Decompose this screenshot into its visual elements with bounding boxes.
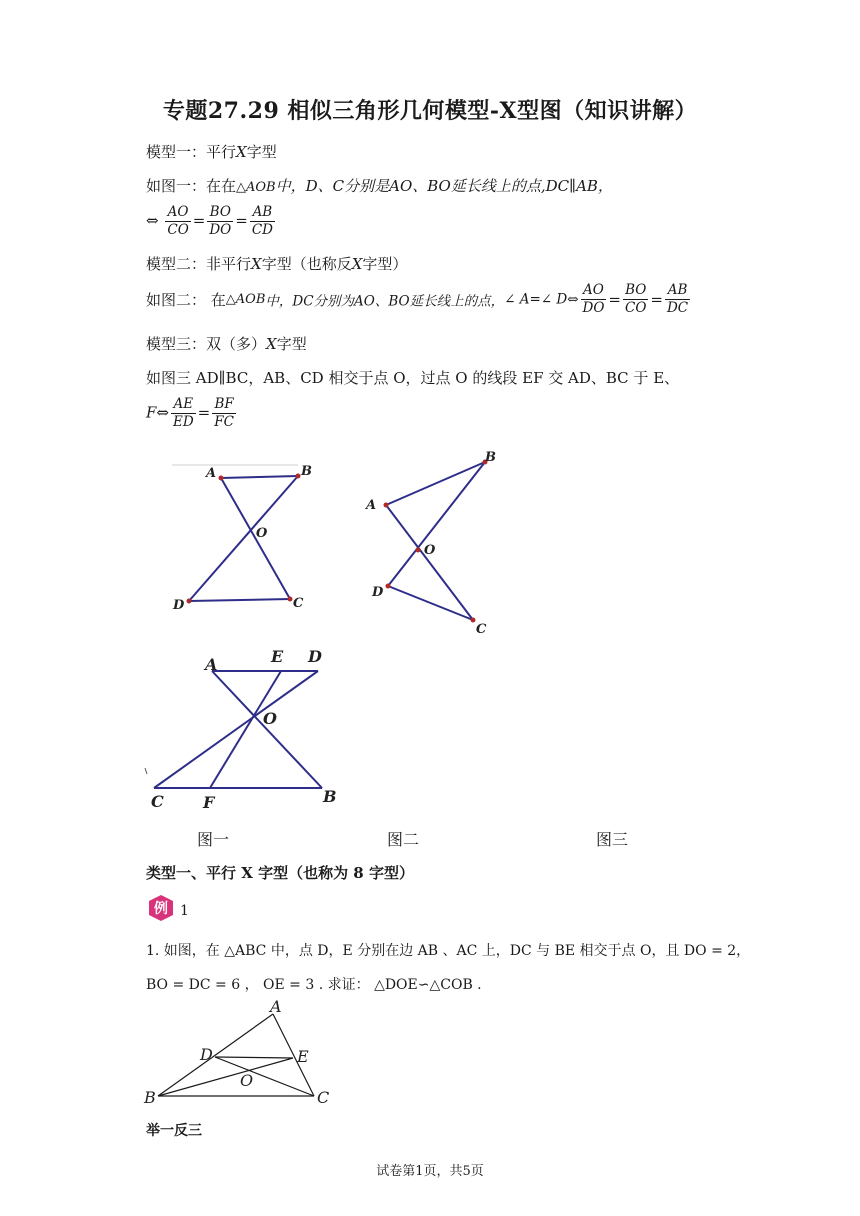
- model3-description: 如图三 AD∥BC，AB、CD 相交于点 O，过点 O 的线段 EF 交 AD、BC 于 E、: [146, 369, 680, 387]
- figure-2-point-A: [384, 503, 389, 508]
- problem-label-E: E: [297, 1047, 309, 1066]
- section-heading-type1: 类型一、平行 X 字型（也称为 8 字型）: [146, 864, 414, 882]
- figure-3-edge-tick: [145, 768, 147, 774]
- figure-3-label-F: F: [203, 793, 215, 812]
- figure-2-label-C: C: [476, 622, 487, 637]
- figure-3-segment-EF: [210, 671, 281, 788]
- equals-sign: =: [235, 211, 248, 230]
- model3-formula: [146, 396, 238, 431]
- problem-label-O: O: [240, 1071, 254, 1090]
- model2-desc-mid: 中，DC分别为AO、BO延长线上的点，: [265, 293, 505, 310]
- model2-desc-angle: ∠ A=∠ D⇔: [504, 291, 579, 308]
- model2-description: [146, 282, 692, 317]
- problem-label-D: D: [200, 1045, 213, 1064]
- model2-heading: [146, 253, 407, 274]
- figure-1-segment-AB: [221, 476, 298, 478]
- model3-fraction-1: $\frac{AE}{ED}$: [172, 396, 194, 430]
- model1-fraction-1: $\frac{AO}{CO}$: [167, 204, 189, 238]
- figure-1-point-D: [187, 599, 192, 604]
- figure-1-segment-BD: [189, 476, 298, 601]
- model1-desc-mid: 中，D、C分别是AO、BO延长线上的点,: [275, 177, 546, 195]
- problem-label-A: A: [270, 1000, 282, 1016]
- caption-figure-3: 图三: [596, 830, 629, 849]
- model1-desc-triangle: △AOB: [236, 180, 276, 195]
- figure-3-label-O: O: [263, 709, 277, 728]
- model3-heading: [146, 333, 307, 354]
- figure-1-point-A: [219, 476, 224, 481]
- model2-fraction-3: $\frac{AB}{DC}$: [666, 282, 689, 316]
- figure-2-segment-BD: [388, 462, 485, 586]
- model3-formula-prefix: F⇔: [146, 403, 169, 422]
- page-footer: 试卷第1页，共5页: [376, 1164, 484, 1179]
- model1-desc-prefix: 如图一：在在: [146, 177, 237, 195]
- model2-desc-triangle: △AOB: [225, 291, 266, 307]
- model2-heading-prefix: 模型二：非平行: [146, 255, 252, 273]
- figure-2-label-D: D: [372, 585, 384, 600]
- equals-sign: =: [192, 211, 206, 230]
- equals-sign: =: [197, 403, 211, 422]
- figure-1-label-D: D: [173, 598, 185, 613]
- figure-2-label-B: B: [485, 450, 496, 465]
- model1-heading: [146, 141, 277, 162]
- problem-segment-BA: [158, 1014, 273, 1096]
- model3-heading-suffix: 字型: [276, 335, 307, 353]
- practice-heading: 举一反三: [146, 1123, 202, 1139]
- equals-sign: =: [650, 290, 663, 309]
- model1-heading-prefix: 模型一：平行: [146, 143, 237, 161]
- figure-3-label-C: C: [151, 792, 164, 811]
- figure-1-segment-DC: [189, 599, 290, 601]
- model2-fraction-1: $\frac{AO}{DO}$: [582, 282, 605, 316]
- figure-1-label-B: B: [301, 464, 312, 479]
- figure-1-label-A: A: [206, 466, 217, 481]
- model2-heading-x: X: [251, 255, 262, 273]
- figure-1-label-O: O: [256, 526, 268, 541]
- figure-1-point-B: [296, 474, 301, 479]
- model2-desc-prefix: 如图二： 在: [146, 290, 226, 309]
- model3-heading-x: X: [266, 335, 277, 353]
- example-number: 1: [180, 903, 189, 919]
- problem-line-2: BO = DC = 6 ， OE = 3 . 求证： △DOE∽△COB .: [146, 977, 482, 993]
- page-title: 专题27.29 相似三角形几何模型-X型图（知识讲解）: [162, 98, 698, 124]
- figure-2-point-C: [471, 618, 476, 623]
- figure-3-diagram: [142, 644, 352, 814]
- figure-3-label-A: A: [205, 655, 218, 674]
- model1-desc-parallel: DC∥AB，: [545, 177, 613, 195]
- problem-line-1: 1. 如图，在 △ABC 中，点 D，E 分别在边 AB 、AC 上，DC 与 BE 相交于点 O，且 DO = 2，: [146, 943, 751, 959]
- model2-heading-mid: 字型（也称反: [261, 255, 352, 273]
- figure-2-point-O: [416, 548, 421, 553]
- problem-diagram: [140, 1000, 340, 1110]
- problem-label-C: C: [317, 1088, 330, 1107]
- equals-sign: =: [608, 290, 621, 309]
- figure-2-label-O: O: [424, 543, 436, 558]
- problem-segment-BE: [158, 1058, 293, 1096]
- figure-3-label-D: D: [308, 647, 322, 666]
- figure-3-segment-DC: [154, 671, 318, 788]
- figure-2-diagram: [360, 444, 510, 640]
- figure-1-diagram: [168, 458, 318, 618]
- figure-2-point-D: [386, 584, 391, 589]
- figure-3-label-B: B: [323, 787, 337, 806]
- model1-fraction-2: $\frac{BO}{DO}$: [209, 204, 232, 238]
- figure-2-segment-AB: [386, 462, 485, 505]
- figure-2-label-A: A: [366, 498, 377, 513]
- figure-1-label-C: C: [293, 596, 304, 611]
- model1-formula: [146, 204, 277, 239]
- model1-iff-symbol: ⇔: [146, 211, 159, 230]
- figure-3-label-E: E: [271, 647, 284, 666]
- model2-heading-x2: X: [351, 255, 363, 273]
- model1-description: [146, 175, 613, 196]
- caption-figure-1: 图一: [197, 830, 230, 849]
- model1-fraction-3: $\frac{AB}{CD}$: [251, 204, 273, 238]
- model3-fraction-2: $\frac{BF}{FC}$: [214, 396, 234, 430]
- figure-3-segment-AB: [212, 671, 322, 788]
- example-badge-text: 例: [154, 901, 168, 917]
- model3-heading-prefix: 模型三：双（多）: [146, 335, 267, 353]
- model2-heading-suffix: 字型）: [362, 255, 408, 273]
- problem-label-B: B: [144, 1088, 156, 1107]
- caption-figure-2: 图二: [387, 830, 420, 849]
- model1-heading-suffix: 字型: [246, 143, 277, 161]
- problem-segment-DE: [215, 1057, 293, 1058]
- model1-heading-x: X: [236, 143, 247, 161]
- figure-1-point-C: [288, 597, 293, 602]
- example-badge-icon: [146, 893, 176, 923]
- model2-fraction-2: $\frac{BO}{CO}$: [625, 282, 647, 316]
